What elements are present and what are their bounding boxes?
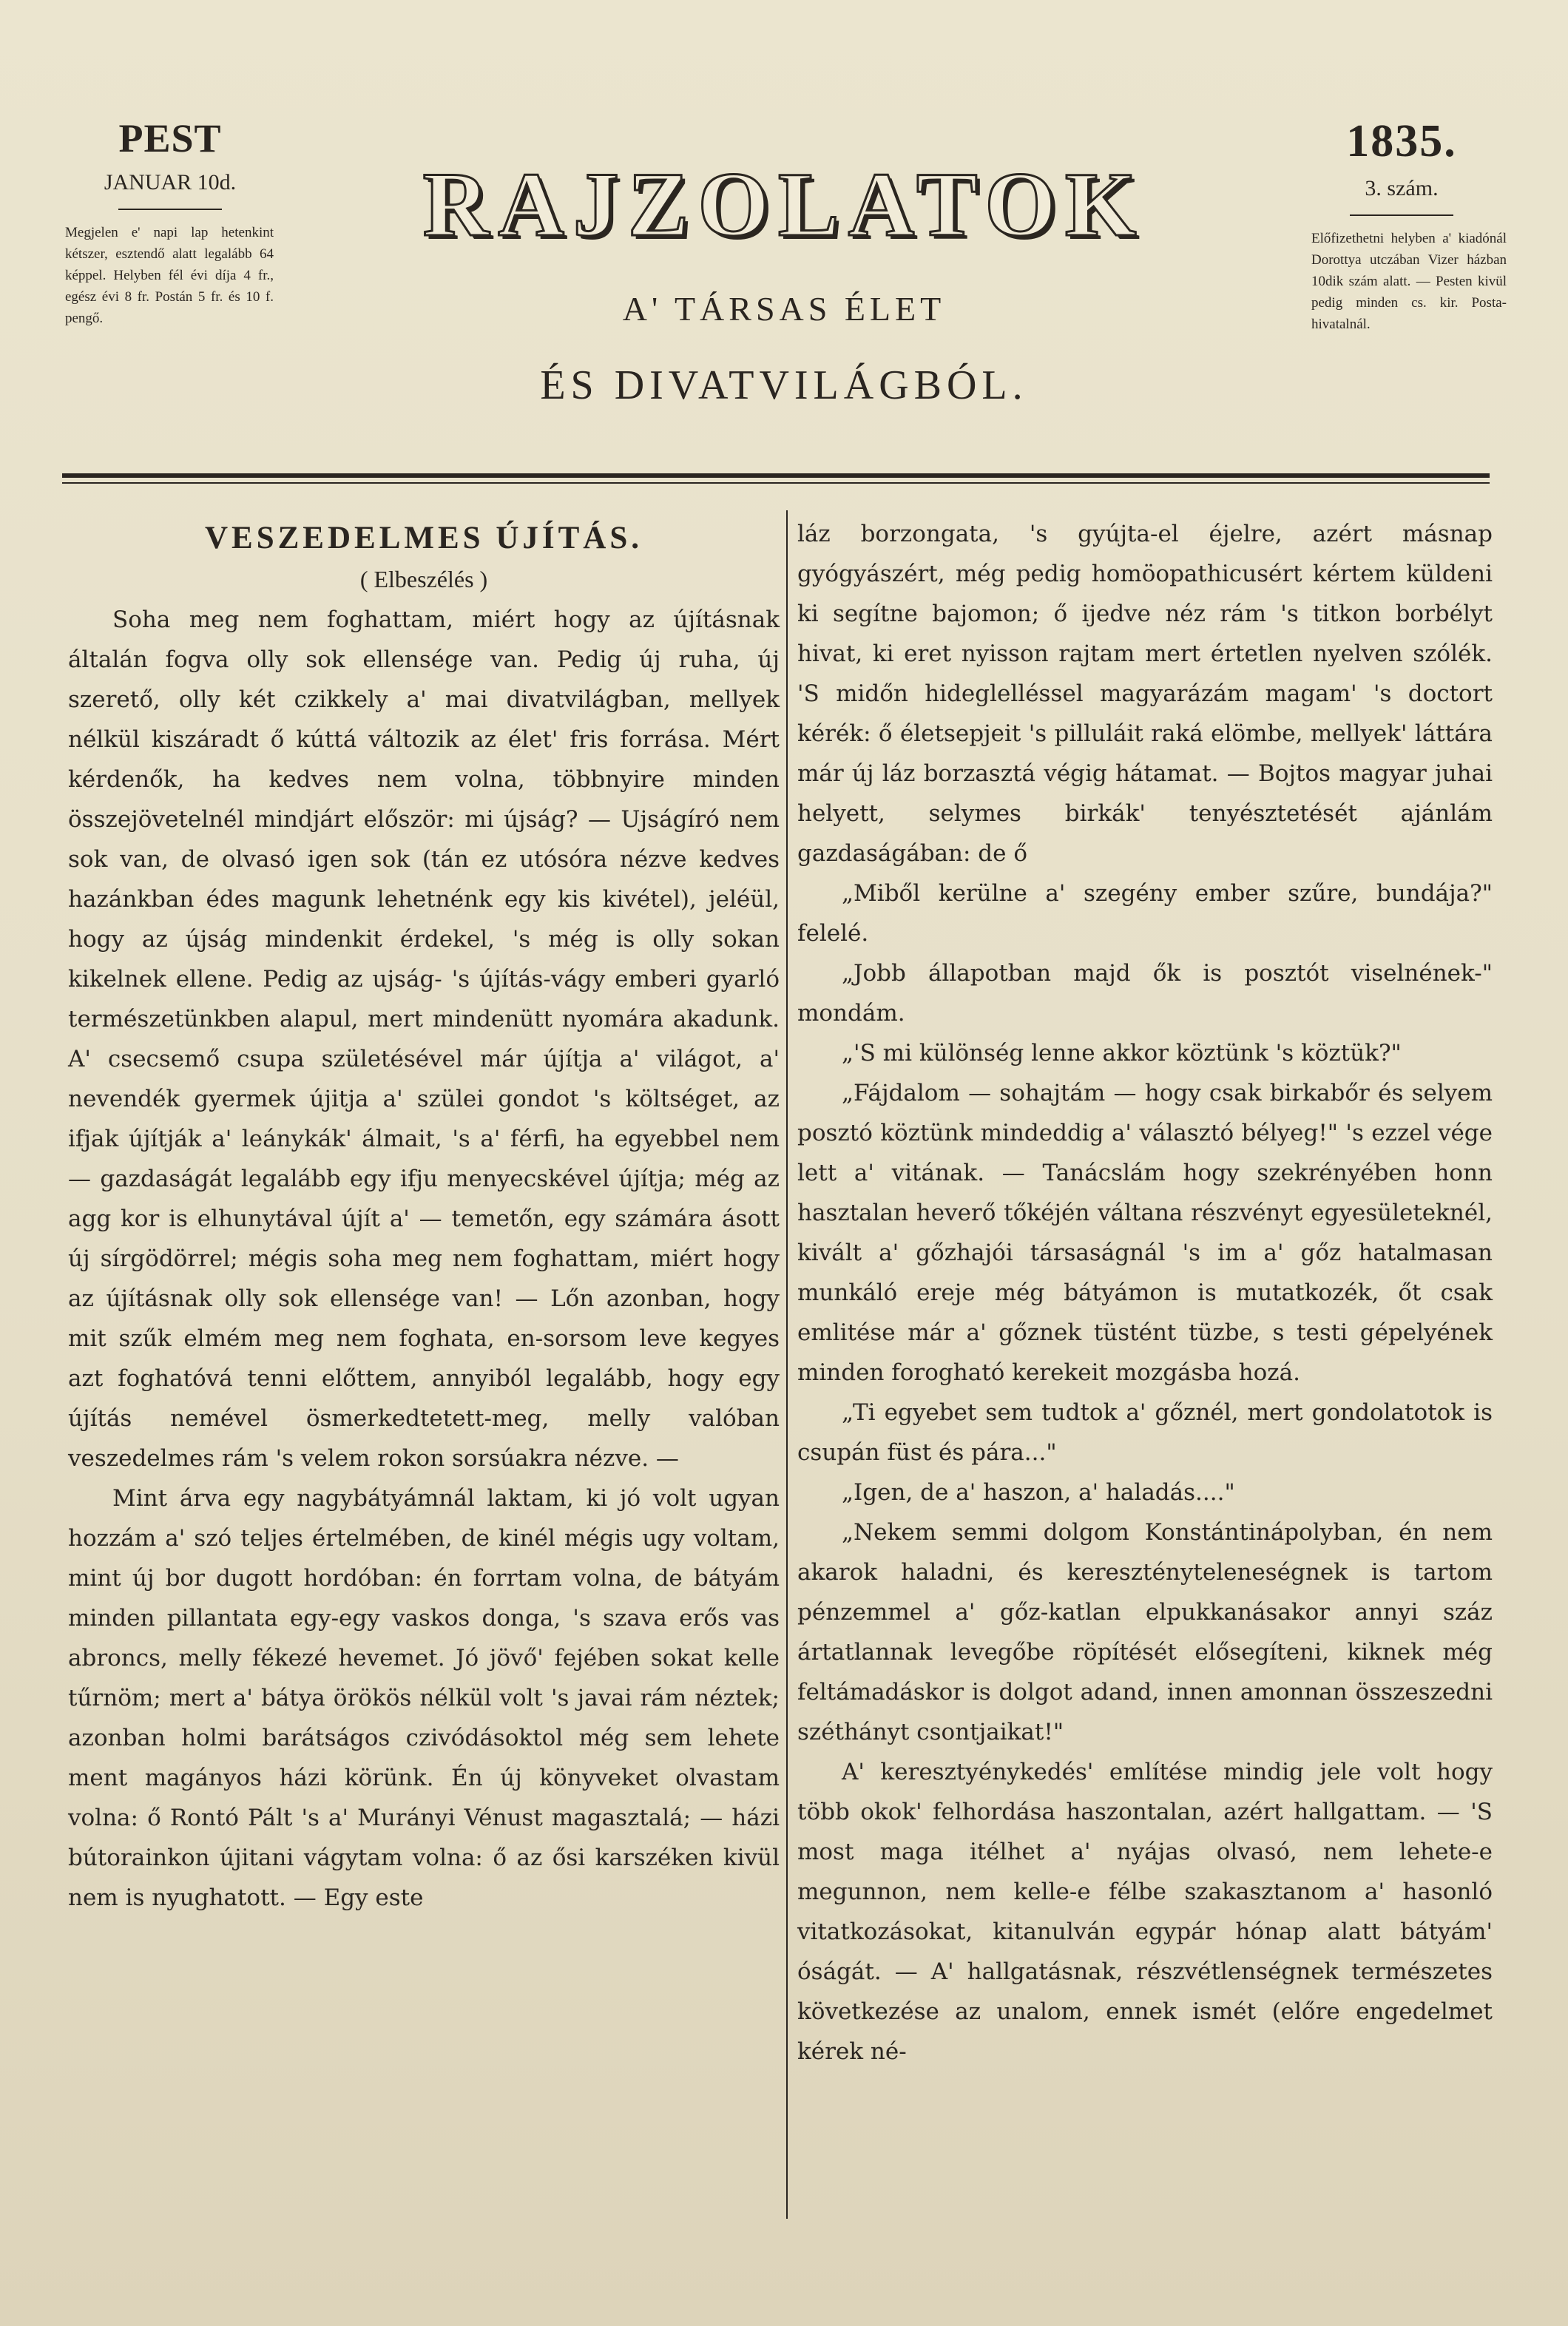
- masthead: [325, 154, 1243, 408]
- left-column: [68, 514, 780, 1918]
- issue-number: 3. szám.: [1365, 176, 1439, 200]
- right-column-body: [797, 514, 1493, 2072]
- divider: [1350, 214, 1453, 216]
- paragraph: Soha meg nem foghattam, miért hogy az újításnak általán fogva olly sok ellensége van. Pedig új ruha, új szerető, olly két czikkely a' mai divatvilágban, mellyek nélkül kiszáradt ő kúttá változik az élet' fris forrása. Mért kérdenők, ha kedves nem volna, többnyire minden összejövetelnél mindjárt először: mi újság? — Ujságíró nem sok van, de olvasó igen sok (tán ez utósóra nézve kedves hazánkban édes magunk lehetnénk egy kis kivétel), jeléül, hogy az újság mindenkit érdekel, 's még is olly sokan kikelnek ellene. Pedig az ujság- 's újítás-vágy emberi gyarló természetünkben alapul, mert mindenütt nyomára akadunk. A' csecsemő csupa születésével már újítja a' világot, a' nevendék gyermek újitja a' szülei gondot 's költséget, az ifjak újítják a' leánykák' álmait, 's a' férfi, ha egyebbel nem — gazdaságát legalább egy ifju menyecskével újítja; még az agg kor is elhunytával újít a' — temetőn, egy számára ásott új sírgödörrel; mégis soha meg nem foghattam, miért hogy az újításnak olly sok ellensége van! — Lőn azonban, hogy mit szűk elmém meg nem foghata, en-sorsom leve kegyes azt foghatóvá tenni előttem, annyiból legalább, hogy egy újítás nemével ösmerkedtetett-meg, melly valóban veszedelmes rám 's velem rokon sorsúakra nézve. —: [68, 606, 780, 1472]
- paragraph: A' keresztyénykedés' említése mindig jele volt hogy több okok' felhordása haszontalan, azért hallgattam. — 'S most maga itélhet a' nyájas olvasó, nem lehete-e megunnon, nem kelle-e félbe szakasztanom a' hasonló vitatkozásokat, kitanulván egypár hónap alatt bátyám' óságát. — A' hallgatásnak, részvétlenségnek természetes következése az unalom, ennek ismét (előre engedelmet kérek né-: [797, 1759, 1493, 2065]
- issue-date: JANUAR 10d.: [104, 170, 237, 195]
- paragraph: „Igen, de a' haszon, a' haladás....": [842, 1479, 1235, 1506]
- header-left: [59, 118, 281, 329]
- paragraph: „Fájdalom — sohajtám — hogy csak birkabőr és selyem posztó köztünk mindeddig a' választó bélyeg!" 's ezzel vége lett a' vitának. — Tanácslám hogy szekrényében honn hasztalan heverő tőkéjén váltana részvényt egyesületeknél, kivált a' gőzhajói társaságnál 's im a' gőz hatalmasan munkáló ereje még bátyámon is mutatkozék, őt csak emlitése már a' gőznek tüstént tüzbe, s testi gépelyének minden forogható kerekeit mozgásba hozá.: [797, 1080, 1493, 1386]
- divider: [118, 209, 222, 210]
- paragraph: „Ti egyebet sem tudtok a' gőznél, mert gondolatotok is csupán füst és pára...": [797, 1399, 1493, 1466]
- article-title: VESZEDELMES ÚJÍTÁS.: [204, 521, 643, 555]
- publication-note: Megjelen e' napi lap hetenkint kétszer, esztendő alatt legalább 64 képpel. Helyben fél évi díja 4 fr., egész évi 8 fr. Postán 5 fr. és 10 f. pengő.: [65, 225, 274, 326]
- subscription-note: Előfizethetni helyben a' kiadónál Dorottya utczában Vizer házban 10dik szám alatt. — Pesten kivül pedig minden cs. kir. Posta-hivatalnál.: [1311, 231, 1507, 332]
- paragraph: „'S mi különség lenne akkor köztünk 's köztük?": [842, 1040, 1402, 1066]
- header-rule-thick: [62, 473, 1490, 478]
- issue-year: 1835.: [1346, 116, 1457, 166]
- right-column: [797, 514, 1493, 2072]
- article-subtitle: ( Elbeszélés ): [359, 566, 488, 592]
- paragraph: Mint árva egy nagybátyámnál laktam, ki jó volt ugyan hozzám a' szó teljes értelmében, de kinél mégis ugy voltam, mint új bor dugott hordóban: én forrtam volna, de bátyám minden pillantata egy-egy vaskos donga, 's szava erős vas abroncs, melly fékezé hevemet. Jó jövő' fejében sokat kelle tűrnöm; mert a' bátya örökös nélkül volt 's javai rám néztek; azonban holmi barátságos czivódásoktol még sem lehete ment magányos házi körünk. Én új könyveket olvastam volna: ő Rontó Pált 's a' Murányi Vénust magasztalá; — házi bútorainkon újitani vágytam volna: ő az ősi karszéken kivül nem is nyughatott. — Egy este: [68, 1485, 780, 1911]
- header-rule-thin: [62, 482, 1490, 484]
- column-divider: [786, 510, 788, 2219]
- paragraph: „Nekem semmi dolgom Konstántinápolyban, én nem akarok haladni, és keresztényteleneségnek is tartom pénzemmel a' gőz-katlan elpukkanásakor annyi száz ártatlannak levegőbe röpítését elősegíteni, kiknek még feltámadáskor is dolgot adand, innen amonnan összeszedni széthányt csontjaikat!": [797, 1519, 1493, 1745]
- header-right: [1291, 118, 1513, 335]
- paragraph: láz borzongata, 's gyújta-el éjelre, azért másnap gyógyászért, még pedig homöopathicusért kértem küldeni ki segítne bajomon; ő ijedve néz rám 's titkon borbélyt hivat, ki eret nyisson rajtam mert értetlen nyelven szólék. 'S midőn hideglelléssel magyarázám magam' 's doctort kérék: ő életsepjeit 's pilluláit raká elömbe, mellyek' láttára már új láz borzasztá végig hátamat. — Bojtos magyar juhai helyett, selymes birkák' tenyésztetését ajánlám gazdaságában: de ő: [797, 521, 1493, 867]
- newspaper-title: RAJZOLATOK: [422, 154, 1146, 255]
- paragraph: „Jobb állapotban majd ők is posztót viselnének-" mondám.: [797, 960, 1493, 1027]
- newspaper-subtitle-line2: ÉS DIVATVILÁGBÓL.: [540, 362, 1028, 408]
- left-column-body: [68, 600, 780, 1918]
- city-name: PEST: [118, 116, 222, 160]
- paragraph: „Miből kerülne a' szegény ember szűre, bundája?" felelé.: [797, 880, 1493, 947]
- newspaper-subtitle-line1: A' TÁRSAS ÉLET: [622, 290, 946, 328]
